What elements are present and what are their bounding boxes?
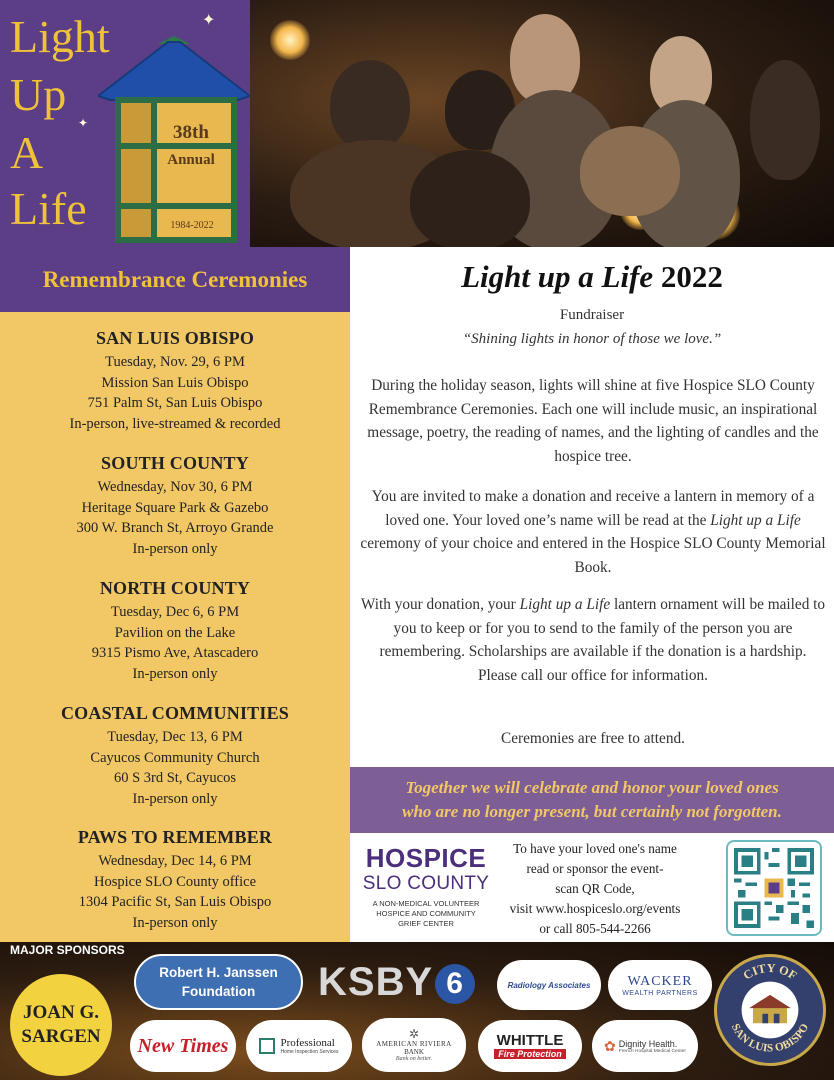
title-word-life: Life bbox=[10, 183, 87, 234]
venue-format: In-person only bbox=[132, 540, 218, 557]
sparkle-icon: ✦ bbox=[78, 116, 89, 130]
page-title bbox=[350, 259, 834, 295]
sponsor-joan-sargen: JOAN G. SARGEN bbox=[10, 974, 112, 1076]
venue-format: In-person only bbox=[132, 914, 218, 931]
venue-date: Tuesday, Dec 13, 6 PM bbox=[107, 729, 243, 745]
tagline: “Shining lights in honor of those we love.” bbox=[462, 331, 722, 347]
qr-code-icon bbox=[734, 848, 814, 928]
paragraph-holiday-season: During the holiday season, lights will shine at five Hospice SLO County Remembrance Ceremonies. Each one will include music, an inspirational message, poetry, the reading of names, and the lighting of candles and the hospice tree. bbox=[367, 377, 819, 465]
events-link[interactable]: visit www.hospiceslo.org/events bbox=[509, 901, 681, 916]
venue-place: Pavilion on the Lake bbox=[114, 624, 236, 641]
venue-south-county bbox=[0, 453, 350, 559]
venue-address: 60 S 3rd St, Cayucos bbox=[113, 770, 237, 786]
venue-name: NORTH COUNTY bbox=[99, 578, 251, 598]
flower-icon: ✿ bbox=[604, 1037, 616, 1054]
venue-san-luis-obispo bbox=[0, 328, 350, 434]
title-italic: Light up a Life bbox=[461, 259, 654, 294]
palm-icon: ✲ bbox=[408, 1027, 420, 1041]
lantern-ordinal: 38th bbox=[173, 122, 209, 143]
house-icon bbox=[259, 1038, 275, 1054]
logo-slo-county: SLO COUNTY bbox=[362, 873, 490, 894]
venue-north-county bbox=[0, 578, 350, 684]
venue-address: 9315 Pismo Ave, Atascadero bbox=[91, 645, 259, 661]
lantern-annual: Annual bbox=[167, 152, 215, 168]
venue-address: 300 W. Branch St, Arroyo Grande bbox=[76, 520, 274, 536]
sponsor-wacker: WACKER WEALTH PARTNERS bbox=[608, 960, 712, 1010]
venue-name: COASTAL COMMUNITIES bbox=[60, 703, 289, 723]
venue-place: Cayucos Community Church bbox=[90, 749, 260, 766]
paragraph-donation: You are invited to make a donation and receive a lantern in memory of a loved one. Your loved one’s name will be read at the Light up a Life ceremony of your choice and entered in the Hospice SLO County Memorial Book. bbox=[360, 488, 826, 576]
sponsor-american-riviera-bank: ✲ AMERICAN RIVIERA BANK Bank on better. bbox=[362, 1018, 466, 1072]
logo-hospice: HOSPICE bbox=[365, 843, 487, 873]
band-line-1: Together we will celebrate and honor your loved ones bbox=[405, 778, 779, 797]
venue-place: Heritage Square Park & Gazebo bbox=[81, 499, 269, 516]
title-word-up: Up bbox=[10, 69, 67, 120]
venue-format: In-person, live-streamed & recorded bbox=[69, 415, 281, 432]
logo-tagline-2: HOSPICE AND COMMUNITY bbox=[376, 909, 476, 918]
subtitle: Fundraiser bbox=[559, 307, 625, 323]
sponsor-ksby: KSBY 6 bbox=[318, 960, 475, 1005]
sponsor-whittle-fire-protection: WHITTLE Fire Protection bbox=[478, 1020, 582, 1072]
seal-bottom-text: SAN LUIS OBISPO bbox=[728, 1021, 812, 1055]
venue-address: 751 Palm St, San Luis Obispo bbox=[87, 395, 263, 411]
title-word-light: Light bbox=[10, 11, 110, 62]
celebration-band bbox=[350, 767, 834, 833]
venue-place: Mission San Luis Obispo bbox=[101, 374, 249, 391]
paragraph-ornament: With your donation, your Light up a Life lantern ornament will be mailed to you to keep or for you to send to the family of the person you are remembering. Scholarships are available if the donation is a hardship. Please call our office for information. bbox=[360, 596, 826, 684]
sponsors-label: MAJOR SPONSORS bbox=[10, 943, 125, 957]
ksby-six-logo: 6 bbox=[435, 964, 475, 1004]
lantern-years: 1984-2022 bbox=[170, 220, 214, 231]
venue-format: In-person only bbox=[132, 665, 218, 682]
header-banner bbox=[0, 0, 834, 247]
sponsor-new-times: New Times bbox=[130, 1020, 236, 1072]
sponsor-radiology-associates: Radiology Associates bbox=[497, 960, 601, 1010]
venue-name: SOUTH COUNTY bbox=[101, 453, 249, 473]
seal-top-text: CITY OF bbox=[740, 961, 800, 983]
qr-code[interactable] bbox=[726, 840, 822, 936]
city-of-slo-seal bbox=[714, 954, 826, 1066]
remembrance-ceremonies-heading: Remembrance Ceremonies bbox=[0, 247, 350, 312]
lantern-illustration bbox=[98, 34, 250, 244]
ceremony-schedule bbox=[0, 312, 350, 942]
venue-name: SAN LUIS OBISPO bbox=[95, 328, 255, 348]
band-line-2: who are no longer present, but certainly not forgotten. bbox=[402, 802, 782, 821]
paragraph-free: Ceremonies are free to attend. bbox=[501, 730, 685, 747]
fundraiser-details bbox=[350, 247, 834, 767]
sponsor-janssen-foundation: Robert H. Janssen Foundation bbox=[134, 954, 303, 1010]
major-sponsors-panel bbox=[0, 942, 834, 1080]
sparkle-icon: ✦ bbox=[202, 10, 216, 29]
venue-format: In-person only bbox=[132, 790, 218, 807]
hospice-slo-logo bbox=[362, 845, 490, 929]
venue-date: Tuesday, Nov. 29, 6 PM bbox=[105, 354, 245, 370]
venue-place: Hospice SLO County office bbox=[93, 873, 257, 890]
title-year: 2022 bbox=[660, 259, 723, 294]
candlelight-crowd-photo bbox=[250, 0, 834, 247]
sponsor-dignity-health: ✿ Dignity Health. French Hospital Medical Center bbox=[592, 1020, 698, 1072]
contact-instructions: To have your loved one's name read or sponsor the event- scan QR Code, visit www.hospiceslo.org/events or call 805-544-2266 bbox=[495, 839, 695, 939]
venue-date: Tuesday, Dec 6, 6 PM bbox=[110, 604, 240, 620]
svg-text:CITY OF bbox=[741, 961, 800, 983]
venue-address: 1304 Pacific St, San Luis Obispo bbox=[78, 894, 272, 910]
logo-tagline-3: GRIEF CENTER bbox=[398, 919, 454, 928]
phone-number[interactable]: or call 805-544-2266 bbox=[539, 921, 651, 936]
sponsor-professional-home-inspection: Professional Home Inspection Services bbox=[246, 1020, 352, 1072]
title-word-a: A bbox=[10, 127, 44, 178]
venue-name: PAWS TO REMEMBER bbox=[77, 827, 273, 847]
venue-date: Wednesday, Dec 14, 6 PM bbox=[98, 853, 252, 869]
logo-tagline-1: A NON-MEDICAL VOLUNTEER bbox=[372, 899, 480, 908]
venue-coastal-communities bbox=[0, 703, 350, 809]
contact-info-row bbox=[350, 833, 834, 942]
venue-paws-to-remember bbox=[0, 827, 350, 933]
venue-date: Wednesday, Nov 30, 6 PM bbox=[97, 479, 253, 495]
